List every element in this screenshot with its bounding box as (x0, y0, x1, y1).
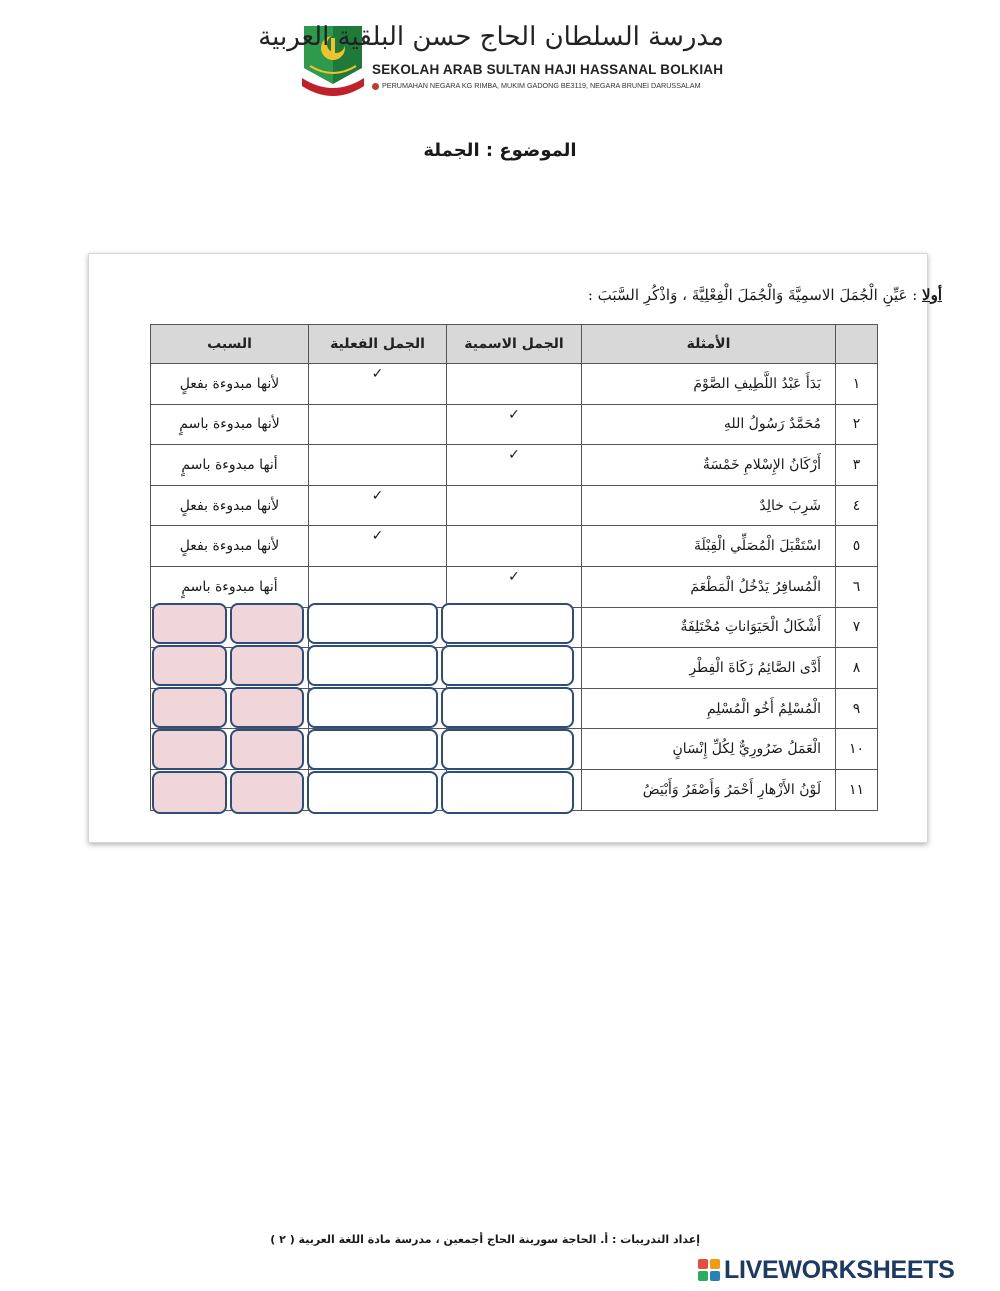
table-header-row (151, 325, 878, 364)
reason-answer-box-b-row-7[interactable] (230, 603, 304, 644)
example-sentence: بَدَأَ عَبْدُ اللَّطِيفِ الصَّوْمَ (582, 364, 836, 405)
header-nominal: الجمل الاسمية (447, 325, 582, 364)
reason-text: لأنها مبدوءة باسمٍ (151, 404, 309, 445)
row-number: ٧ (836, 607, 878, 648)
example-sentence: أَرْكَانُ الإِسْلامِ خَمْسَةٌ (582, 445, 836, 486)
row-number: ٨ (836, 648, 878, 689)
nominal-mark: ✓ (447, 445, 582, 486)
verbal-answer-box-row-9[interactable] (307, 687, 438, 728)
verbal-mark: ✓ (309, 526, 447, 567)
school-address-text: PERUMAHAN NEGARA KG RIMBA, MUKIM GADONG BE3119, NEGARA BRUNEI DARUSSALAM (382, 81, 701, 90)
verbal-mark: ✓ (309, 364, 447, 405)
example-sentence: شَرِبَ خالِدٌ (582, 485, 836, 526)
school-name-english: SEKOLAH ARAB SULTAN HAJI HASSANAL BOLKIAH (372, 62, 724, 77)
table-row (151, 364, 878, 405)
verbal-answer-box-row-7[interactable] (307, 603, 438, 644)
example-sentence: أَشْكَالُ الْحَيَوَاناتِ مُخْتَلِفَةٌ (582, 607, 836, 648)
example-sentence: لَوْنُ الأَزْهارِ أَحْمَرُ وَأَصْفَرُ وَأَبْيَضُ (582, 769, 836, 810)
example-sentence: مُحَمَّدٌ رَسُولُ اللهِ (582, 404, 836, 445)
verbal-answer-box-row-11[interactable] (307, 771, 438, 814)
nominal-mark (447, 526, 582, 567)
row-number: ٢ (836, 404, 878, 445)
header-verbal: الجمل الفعلية (309, 325, 447, 364)
table-row (151, 566, 878, 607)
brand-name: LIVEWORKSHEETS (724, 1256, 955, 1284)
nominal-answer-box-row-8[interactable] (441, 645, 574, 686)
header-number (836, 325, 878, 364)
reason-answer-box-a-row-9[interactable] (152, 687, 227, 728)
school-address (372, 81, 728, 90)
reason-answer-box-b-row-9[interactable] (230, 687, 304, 728)
verbal-mark: ✓ (309, 485, 447, 526)
row-number: ٣ (836, 445, 878, 486)
reason-text: لأنها مبدوءة بفعلٍ (151, 526, 309, 567)
header-reason: السبب (151, 325, 309, 364)
nominal-mark (447, 485, 582, 526)
table-row (151, 526, 878, 567)
reason-answer-box-a-row-11[interactable] (152, 771, 227, 814)
row-number: ٩ (836, 688, 878, 729)
row-number: ٥ (836, 526, 878, 567)
nominal-answer-box-row-9[interactable] (441, 687, 574, 728)
row-number: ١١ (836, 769, 878, 810)
topic-title: الموضوع : الجملة (423, 140, 577, 161)
reason-text: أنها مبدوءة باسمٍ (151, 445, 309, 486)
reason-answer-box-a-row-8[interactable] (152, 645, 227, 686)
table-row (151, 445, 878, 486)
nominal-mark: ✓ (447, 566, 582, 607)
verbal-answer-box-row-10[interactable] (307, 729, 438, 770)
row-number: ٤ (836, 485, 878, 526)
table-row (151, 485, 878, 526)
exercise-instruction (588, 286, 942, 304)
example-sentence: أَدَّى الصَّائِمُ زَكَاةَ الْفِطْرِ (582, 648, 836, 689)
nominal-answer-box-row-11[interactable] (441, 771, 574, 814)
verbal-answer-box-row-8[interactable] (307, 645, 438, 686)
example-sentence: الْعَمَلُ ضَرُورِيٌّ لِكُلِّ إِنْسَانٍ (582, 729, 836, 770)
footer-credit: إعداد التدريبات : أ. الحاجة سورينة الحاج أجمعين ، مدرسة مادة اللغة العربية ( ٢ ) (270, 1233, 700, 1246)
nominal-answer-box-row-7[interactable] (441, 603, 574, 644)
nominal-mark: ✓ (447, 404, 582, 445)
header-examples: الأمثلة (582, 325, 836, 364)
reason-answer-box-b-row-10[interactable] (230, 729, 304, 770)
verbal-mark (309, 404, 447, 445)
reason-answer-box-a-row-10[interactable] (152, 729, 227, 770)
row-number: ٦ (836, 566, 878, 607)
instruction-lead: أولا (922, 286, 942, 304)
reason-text: لأنها مبدوءة بفعلٍ (151, 485, 309, 526)
nominal-mark (447, 364, 582, 405)
row-number: ١ (836, 364, 878, 405)
row-number: ١٠ (836, 729, 878, 770)
instruction-text: : عَيِّنِ الْجُمَلَ الاسمِيَّةَ وَالْجُمَلَ الْفِعْلِيَّةَ ، وَاذْكُرِ السَّبَبَ : (587, 286, 923, 304)
example-sentence: الْمُسافِرُ يَدْخُلُ الْمَطْعَمَ (582, 566, 836, 607)
school-name-arabic: مدرسة السلطان الحاج حسن البلقية العربية (258, 22, 724, 52)
table-row (151, 404, 878, 445)
verbal-mark (309, 445, 447, 486)
nominal-answer-box-row-10[interactable] (441, 729, 574, 770)
reason-text: أنها مبدوءة باسمٍ (151, 566, 309, 607)
example-sentence: الْمُسْلِمُ أَخُو الْمُسْلِمِ (582, 688, 836, 729)
liveworksheets-logo-icon (698, 1259, 720, 1281)
example-sentence: اسْتَقْبَلَ الْمُصَلِّي الْقِبْلَةَ (582, 526, 836, 567)
reason-answer-box-b-row-11[interactable] (230, 771, 304, 814)
reason-answer-box-b-row-8[interactable] (230, 645, 304, 686)
location-pin-icon (372, 83, 379, 90)
reason-text: لأنها مبدوءة بفعلٍ (151, 364, 309, 405)
reason-answer-box-a-row-7[interactable] (152, 603, 227, 644)
verbal-mark (309, 566, 447, 607)
